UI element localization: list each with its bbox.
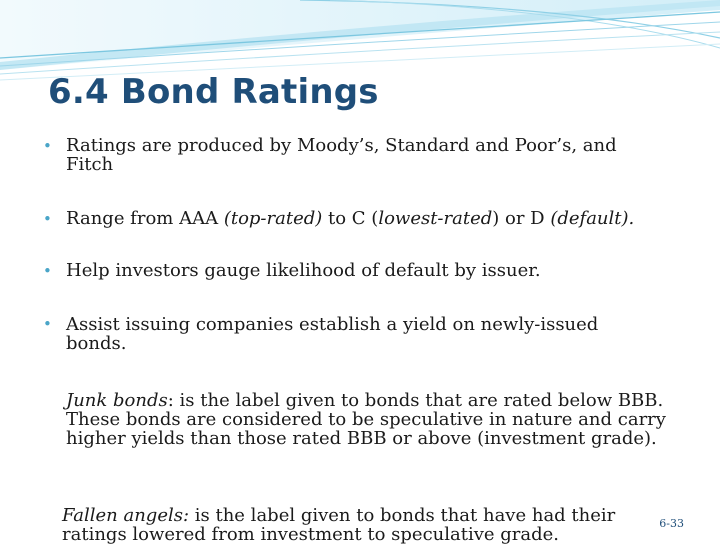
- page-number: 6-33: [659, 517, 684, 530]
- junk-bonds-term: Junk bonds: [66, 390, 168, 411]
- fallen-angels-term: Fallen angels:: [62, 505, 190, 526]
- bullet-item-4: Assist issuing companies establish a yield on newly-issued bonds.: [66, 314, 599, 354]
- bullet-icon: •: [43, 315, 52, 333]
- bullet-item-3: Help investors gauge likelihood of default by issuer.: [66, 260, 541, 281]
- bullet-icon: •: [43, 210, 52, 228]
- junk-bonds-paragraph: [66, 391, 696, 448]
- slide-title: 6.4 Bond Ratings: [48, 72, 379, 112]
- junk-bonds-definition: : is the label given to bonds that are rated below BBB. These bonds are considered to be speculative in nature and carry higher yields than those rated BBB or above (investment grade).: [66, 390, 666, 449]
- bullet-icon: •: [43, 262, 52, 280]
- fallen-angels-paragraph: [62, 506, 642, 544]
- bullet-item-2: Range from AAA (top-rated) to C (lowest-rated) or D (default).: [66, 208, 635, 229]
- bullet-item-1: Ratings are produced by Moody’s, Standard and Poor’s, and Fitch: [66, 135, 617, 175]
- bullet-icon: •: [43, 137, 52, 155]
- fallen-angels-definition: is the label given to bonds that have had their ratings lowered from investment to speculative grade.: [62, 505, 616, 545]
